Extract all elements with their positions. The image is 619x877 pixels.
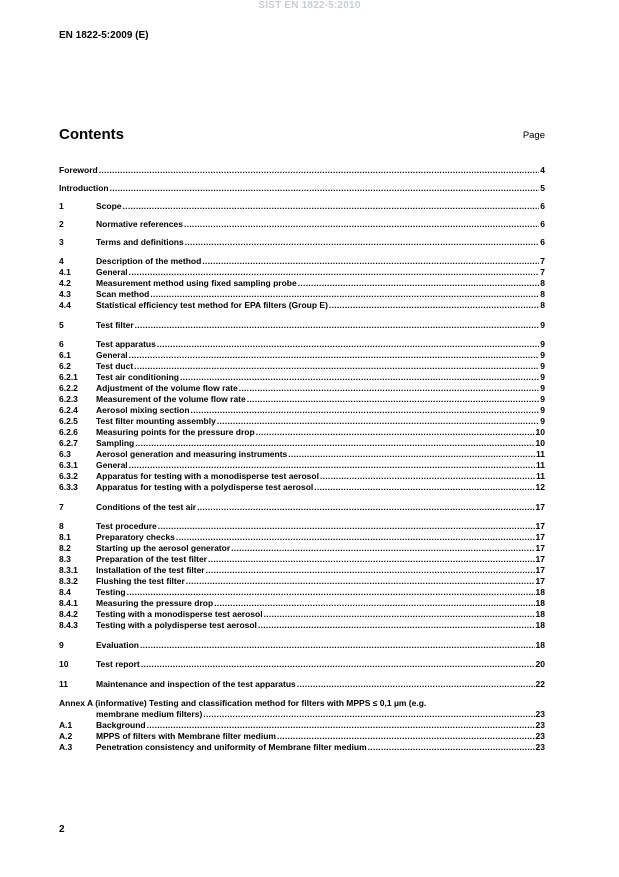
toc-entry[interactable] bbox=[59, 521, 545, 532]
toc-entry-number: 6.3 bbox=[59, 449, 71, 459]
dot-leader bbox=[150, 289, 539, 300]
toc-entry-number: 10 bbox=[59, 659, 69, 669]
toc-entry-title: Flushing the test filter bbox=[96, 576, 185, 586]
toc-annex-heading[interactable]: Annex A (informative) Testing and classification method for filters with MPPS ≤ 0,1 µm (e.g. bbox=[59, 698, 427, 708]
toc-entry-page: 6 bbox=[540, 219, 545, 229]
toc-entry-number: 5 bbox=[59, 320, 64, 330]
watermark: SIST EN 1822-5:2010 bbox=[258, 0, 361, 11]
toc-entry[interactable] bbox=[59, 565, 545, 576]
dot-leader bbox=[206, 565, 535, 576]
toc-entry-page: 6 bbox=[540, 237, 545, 247]
toc-entry-page: 9 bbox=[540, 394, 545, 404]
toc-entry-page: 11 bbox=[536, 460, 545, 470]
toc-entry-number: 6.2.3 bbox=[59, 394, 78, 404]
toc-entry-title: Test duct bbox=[96, 361, 134, 371]
dot-leader bbox=[134, 361, 539, 372]
toc-entry-title: Terms and definitions bbox=[96, 237, 184, 247]
toc-entry[interactable] bbox=[59, 543, 545, 554]
toc-entry[interactable] bbox=[59, 720, 545, 731]
toc-entry-number: 8.4.3 bbox=[59, 620, 78, 630]
toc-entry-page: 18 bbox=[535, 640, 545, 650]
dot-leader bbox=[288, 449, 535, 460]
toc-entry-title: Measurement method using fixed sampling probe bbox=[96, 278, 297, 288]
toc-entry[interactable] bbox=[59, 482, 545, 493]
toc-entry[interactable] bbox=[59, 576, 545, 587]
toc-entry-page: 17 bbox=[535, 576, 545, 586]
toc-entry[interactable] bbox=[59, 267, 545, 278]
toc-entry[interactable] bbox=[59, 361, 545, 372]
toc-entry-title: Sampling bbox=[96, 438, 135, 448]
dot-leader bbox=[141, 659, 535, 670]
toc-entry-page: 7 bbox=[540, 256, 545, 266]
dot-leader bbox=[320, 471, 535, 482]
toc-entry-title: General bbox=[96, 460, 128, 470]
toc-entry[interactable] bbox=[59, 620, 545, 631]
dot-leader bbox=[247, 394, 540, 405]
dot-leader bbox=[329, 300, 539, 311]
toc-entry-title: Test filter bbox=[96, 320, 134, 330]
toc-entry-page: 9 bbox=[540, 405, 545, 415]
toc-entry-title: Aerosol mixing section bbox=[96, 405, 190, 415]
toc-entry-page: 9 bbox=[540, 361, 545, 371]
toc-entry-number: 8.3.2 bbox=[59, 576, 78, 586]
toc-entry-page: 17 bbox=[535, 502, 545, 512]
toc-entry-number: 8.4.2 bbox=[59, 609, 78, 619]
dot-leader bbox=[185, 237, 540, 248]
toc-entry-number: 6.2.6 bbox=[59, 427, 78, 437]
toc-entry-title: Testing with a monodisperse test aerosol bbox=[96, 609, 263, 619]
dot-leader bbox=[135, 320, 540, 331]
toc-entry[interactable] bbox=[59, 438, 545, 449]
dot-leader bbox=[180, 372, 539, 383]
toc-entry[interactable] bbox=[59, 502, 545, 513]
toc-entry-page: 10 bbox=[535, 438, 545, 448]
dot-leader bbox=[208, 554, 535, 565]
toc-entry-number: 4.2 bbox=[59, 278, 71, 288]
dot-leader bbox=[368, 742, 535, 753]
dot-leader bbox=[184, 219, 539, 230]
toc-entry-page: 8 bbox=[540, 278, 545, 288]
toc-entry-page: 23 bbox=[535, 709, 545, 719]
toc-entry-page: 10 bbox=[535, 427, 545, 437]
toc-entry-title: Testing with a polydisperse test aerosol bbox=[96, 620, 257, 630]
toc-entry-title: Test filter mounting assembly bbox=[96, 416, 216, 426]
toc-entry-title: Scan method bbox=[96, 289, 150, 299]
toc-entry-page: 9 bbox=[540, 372, 545, 382]
dot-leader bbox=[129, 460, 535, 471]
toc-entry-page: 11 bbox=[536, 449, 545, 459]
document-id: EN 1822-5:2009 (E) bbox=[59, 30, 149, 41]
dot-leader bbox=[129, 267, 540, 278]
toc-entry-title: membrane medium filters) bbox=[96, 709, 203, 719]
toc-entry-number: A.1 bbox=[59, 720, 73, 730]
toc-entry-page: 8 bbox=[540, 289, 545, 299]
toc-entry[interactable] bbox=[59, 165, 545, 176]
dot-leader bbox=[202, 256, 539, 267]
toc-entry[interactable] bbox=[59, 554, 545, 565]
toc-entry-title: Scope bbox=[96, 201, 122, 211]
toc-entry[interactable] bbox=[59, 350, 545, 361]
toc-entry-title: Apparatus for testing with a polydisperse test aerosol bbox=[96, 482, 314, 492]
toc-entry[interactable] bbox=[59, 201, 545, 212]
dot-leader bbox=[298, 278, 540, 289]
toc-entry-number: 7 bbox=[59, 502, 64, 512]
toc-entry[interactable] bbox=[59, 659, 545, 670]
toc-entry-number: 8.4 bbox=[59, 587, 71, 597]
toc-entry-number: A.3 bbox=[59, 742, 73, 752]
dot-leader bbox=[217, 416, 539, 427]
toc-entry[interactable] bbox=[59, 742, 545, 753]
page-title: Contents bbox=[59, 126, 124, 143]
toc-entry[interactable] bbox=[59, 405, 545, 416]
toc-entry-page: 12 bbox=[535, 482, 545, 492]
dot-leader bbox=[135, 438, 534, 449]
toc-entry-title: Description of the method bbox=[96, 256, 202, 266]
dot-leader bbox=[140, 640, 535, 651]
toc-entry-page: 18 bbox=[535, 598, 545, 608]
toc-entry-page: 5 bbox=[540, 183, 545, 193]
toc-entry-title: Apparatus for testing with a monodisperse test aerosol bbox=[96, 471, 319, 481]
toc-entry-title: General bbox=[96, 350, 128, 360]
toc-entry-page: 8 bbox=[540, 300, 545, 310]
toc-entry-title: Aerosol generation and measuring instruments bbox=[96, 449, 288, 459]
toc-entry[interactable] bbox=[59, 183, 545, 194]
toc-entry-number: 8.3 bbox=[59, 554, 71, 564]
toc-entry-number: 11 bbox=[59, 679, 68, 689]
toc-entry[interactable] bbox=[59, 609, 545, 620]
toc-entry[interactable] bbox=[59, 449, 545, 460]
toc-entry[interactable] bbox=[59, 640, 545, 651]
toc-entry-number: 8 bbox=[59, 521, 64, 531]
toc-entry-number: 8.4.1 bbox=[59, 598, 78, 608]
toc-entry-title: Evaluation bbox=[96, 640, 139, 650]
toc-entry[interactable] bbox=[59, 300, 545, 311]
toc-entry-title: Measuring points for the pressure drop bbox=[96, 427, 255, 437]
toc-entry-title: Test report bbox=[96, 659, 140, 669]
dot-leader bbox=[197, 502, 534, 513]
dot-leader bbox=[258, 620, 535, 631]
toc-entry[interactable] bbox=[59, 731, 545, 742]
toc-entry[interactable] bbox=[59, 383, 545, 394]
dot-leader bbox=[127, 587, 535, 598]
dot-leader bbox=[191, 405, 540, 416]
toc-entry-number: 6.3.2 bbox=[59, 471, 78, 481]
dot-leader bbox=[256, 427, 535, 438]
toc-annex-heading-cont[interactable] bbox=[59, 709, 545, 720]
toc-entry[interactable] bbox=[59, 679, 545, 690]
toc-entry-number: 6 bbox=[59, 339, 64, 349]
toc-entry-page: 22 bbox=[535, 679, 545, 689]
dot-leader bbox=[231, 543, 534, 554]
dot-leader bbox=[214, 598, 534, 609]
toc-entry[interactable] bbox=[59, 237, 545, 248]
toc-entry[interactable] bbox=[59, 289, 545, 300]
toc-entry-page: 18 bbox=[535, 609, 545, 619]
toc-entry-title: Installation of the test filter bbox=[96, 565, 205, 575]
toc-entry-number: 6.2.7 bbox=[59, 438, 78, 448]
toc-entry[interactable] bbox=[59, 394, 545, 405]
toc-entry[interactable] bbox=[59, 219, 545, 230]
toc-entry-title: MPPS of filters with Membrane filter medium bbox=[96, 731, 276, 741]
toc-entry-page: 9 bbox=[540, 339, 545, 349]
toc-entry-page: 23 bbox=[535, 742, 545, 752]
toc-entry-number: 6.2 bbox=[59, 361, 71, 371]
dot-leader bbox=[123, 201, 540, 212]
toc-entry-page: 9 bbox=[540, 416, 545, 426]
toc-entry-title: Statistical efficiency test method for EPA filters (Group E) bbox=[96, 300, 328, 310]
toc-entry-title: Measuring the pressure drop bbox=[96, 598, 214, 608]
toc-entry[interactable] bbox=[59, 427, 545, 438]
toc-entry-title: Starting up the aerosol generator bbox=[96, 543, 231, 553]
toc-entry-page: 17 bbox=[535, 532, 545, 542]
dot-leader bbox=[176, 532, 535, 543]
toc-entry-title: Testing bbox=[96, 587, 126, 597]
dot-leader bbox=[158, 521, 535, 532]
toc-entry-number: 4.4 bbox=[59, 300, 71, 310]
toc-entry-number: 4.1 bbox=[59, 267, 71, 277]
toc-entry[interactable] bbox=[59, 587, 545, 598]
toc-entry-page: 9 bbox=[540, 320, 545, 330]
toc-entry-title: Adjustment of the volume flow rate bbox=[96, 383, 238, 393]
toc-entry-page: 17 bbox=[535, 521, 545, 531]
toc-entry-title: Preparation of the test filter bbox=[96, 554, 207, 564]
toc-entry-number: 6.2.2 bbox=[59, 383, 78, 393]
toc-entry-number: 6.1 bbox=[59, 350, 71, 360]
toc-entry-number: 6.3.3 bbox=[59, 482, 78, 492]
toc-entry-page: 17 bbox=[535, 554, 545, 564]
toc-entry[interactable] bbox=[59, 532, 545, 543]
dot-leader bbox=[129, 350, 540, 361]
dot-leader bbox=[277, 731, 535, 742]
toc-entry-title: Penetration consistency and uniformity of Membrane filter medium bbox=[96, 742, 367, 752]
toc-entry-title: Test apparatus bbox=[96, 339, 156, 349]
toc-entry[interactable] bbox=[59, 320, 545, 331]
toc-entry[interactable] bbox=[59, 372, 545, 383]
dot-leader bbox=[157, 339, 539, 350]
toc-entry-number: A.2 bbox=[59, 731, 73, 741]
toc-entry-page: 6 bbox=[540, 201, 545, 211]
dot-leader bbox=[239, 383, 540, 394]
page-number: 2 bbox=[59, 824, 65, 835]
toc-entry-number: 9 bbox=[59, 640, 64, 650]
toc-entry-number: 8.1 bbox=[59, 532, 71, 542]
page-column-label: Page bbox=[522, 130, 545, 141]
toc-entry-title: General bbox=[96, 267, 128, 277]
toc-entry-page: 9 bbox=[540, 383, 545, 393]
toc-entry-number: 3 bbox=[59, 237, 64, 247]
toc-entry-number: 6.3.1 bbox=[59, 460, 78, 470]
dot-leader bbox=[314, 482, 534, 493]
toc-entry-number: 2 bbox=[59, 219, 64, 229]
toc-entry-page: 17 bbox=[535, 543, 545, 553]
toc-entry-number: 4.3 bbox=[59, 289, 71, 299]
toc-entry-number: 6.2.1 bbox=[59, 372, 78, 382]
dot-leader bbox=[147, 720, 535, 731]
toc-entry-number: 4 bbox=[59, 256, 64, 266]
dot-leader bbox=[264, 609, 535, 620]
toc-entry-title: Test air conditioning bbox=[96, 372, 179, 382]
toc-entry-title: Measurement of the volume flow rate bbox=[96, 394, 246, 404]
toc-entry-title: Maintenance and inspection of the test apparatus bbox=[96, 679, 296, 689]
toc-entry-title: Conditions of the test air bbox=[96, 502, 197, 512]
toc-entry-page: 17 bbox=[535, 565, 545, 575]
toc-entry[interactable] bbox=[59, 339, 545, 350]
dot-leader bbox=[186, 576, 535, 587]
dot-leader bbox=[297, 679, 535, 690]
toc-entry-title: Preparatory checks bbox=[96, 532, 175, 542]
toc-entry-title: Normative references bbox=[96, 219, 183, 229]
toc-entry-number: 6.2.4 bbox=[59, 405, 78, 415]
toc-entry[interactable] bbox=[59, 278, 545, 289]
toc-entry-page: 23 bbox=[535, 720, 545, 730]
dot-leader bbox=[110, 183, 540, 194]
toc-entry-page: 20 bbox=[535, 659, 545, 669]
dot-leader bbox=[203, 709, 534, 720]
toc-entry-number: 8.2 bbox=[59, 543, 71, 553]
toc-entry-page: 11 bbox=[536, 471, 545, 481]
toc-entry-page: 18 bbox=[535, 620, 545, 630]
toc-entry-page: 4 bbox=[540, 165, 545, 175]
toc-entry[interactable] bbox=[59, 471, 545, 482]
toc-entry-page: 9 bbox=[540, 350, 545, 360]
toc-entry-title: Introduction bbox=[59, 183, 109, 193]
toc-entry-title: Background bbox=[96, 720, 146, 730]
dot-leader bbox=[99, 165, 540, 176]
toc-entry[interactable] bbox=[59, 416, 545, 427]
toc-entry[interactable] bbox=[59, 598, 545, 609]
toc-entry-number: 8.3.1 bbox=[59, 565, 78, 575]
toc-entry-number: 6.2.5 bbox=[59, 416, 78, 426]
toc-entry-number: 1 bbox=[59, 201, 64, 211]
toc-entry[interactable] bbox=[59, 256, 545, 267]
toc-entry-page: 7 bbox=[540, 267, 545, 277]
toc-entry-title: Foreword bbox=[59, 165, 98, 175]
toc-entry[interactable] bbox=[59, 460, 545, 471]
toc-entry-page: 23 bbox=[535, 731, 545, 741]
toc-entry-title: Test procedure bbox=[96, 521, 157, 531]
toc-entry-page: 18 bbox=[535, 587, 545, 597]
